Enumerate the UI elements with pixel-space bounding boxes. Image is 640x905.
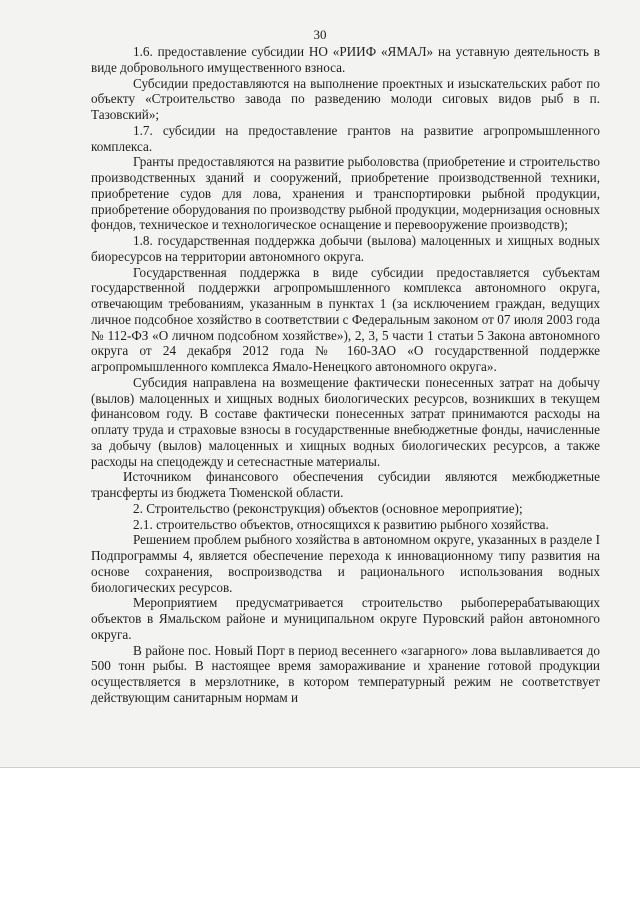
paragraph: 2.1. строительство объектов, относящихся к развитию рыбного хозяйства. <box>133 516 549 532</box>
paragraph: Источником финансового обеспечения субсидии являются межбюджетные трансферты из бюджета Тюменской области. <box>91 469 600 500</box>
paragraph: Субсидия направлена на возмещение фактически понесенных затрат на добычу (вылов) малоценных и хищных водных биологических ресурсов, возникших в текущем финансовом году. В составе фактически понесенных затрат принимаются расходы на оплату труда и страховые взносы в государственные внебюджетные фонды, начисленные за добычу (вылов) малоценных и хищных водных биологических ресурсов, а также расходы на спецодежду и сетеснастные материалы. <box>91 374 600 469</box>
document-body <box>91 44 600 706</box>
paragraph: Решением проблем рыбного хозяйства в автономном округе, указанных в разделе I Подпрограммы 4, является обеспечение перехода к инновационному типу развития на основе сохранения, воспроизводства и рационального использования водных биологических ресурсов. <box>91 532 600 595</box>
paragraph: В районе пос. Новый Порт в период весеннего «загарного» лова вылавливается до 500 тонн рыбы. В настоящее время замораживание и хранение готовой продукции осуществляется в мерзлотнике, в котором температурный режим не соответствует действующим санитарным нормам и <box>91 642 600 705</box>
paragraph: Государственная поддержка в виде субсидии предоставляется субъектам государственной поддержки агропромышленного комплекса автономного округа, отвечающим требованиям, указанным в пунктах 1 (за исключением граждан, ведущих личное подсобное хозяйство в соответствии с Федеральным законом от 07 июля 2003 года № 112-ФЗ «О личном подсобном хозяйстве»), 2, 3, 5 части 1 статьи 5 Закона автономного округа от 24 декабря 2012 года № 160-ЗАО «О государственной поддержке агропромышленного комплекса Ямало-Ненецкого автономного округа». <box>91 264 600 374</box>
paragraph: 1.6. предоставление субсидии НО «РИИФ «ЯМАЛ» на уставную деятельность в виде добровольного имущественного взноса. <box>91 44 600 75</box>
paragraph: Мероприятием предусматривается строительство рыбоперерабатывающих объектов в Ямальском районе и муниципальном округе Пуровский район автономного округа. <box>91 595 600 642</box>
paragraph: 1.8. государственная поддержка добычи (вылова) малоценных и хищных водных биоресурсов на территории автономного округа. <box>91 233 600 264</box>
paragraph: 1.7. субсидии на предоставление грантов на развитие агропромышленного комплекса. <box>91 122 600 154</box>
paragraph: 2. Строительство (реконструкция) объектов (основное мероприятие); <box>133 500 523 516</box>
paragraph: Гранты предоставляются на развитие рыболовства (приобретение и строительство производственных зданий и сооружений, приобретение производственной техники, приобретение судов для лова, хранения и транспортировки рыбной продукции, приобретение оборудования по производству рыбной продукции, модернизация основных фондов, техническое и технологическое оснащение и перевооружение производств); <box>91 154 600 233</box>
paragraph: Субсидии предоставляются на выполнение проектных и изыскательских работ по объекту «Строительство завода по разведению молоди сиговых видов рыб в п. Тазовский»; <box>91 75 600 122</box>
page-number: 30 <box>313 27 327 42</box>
